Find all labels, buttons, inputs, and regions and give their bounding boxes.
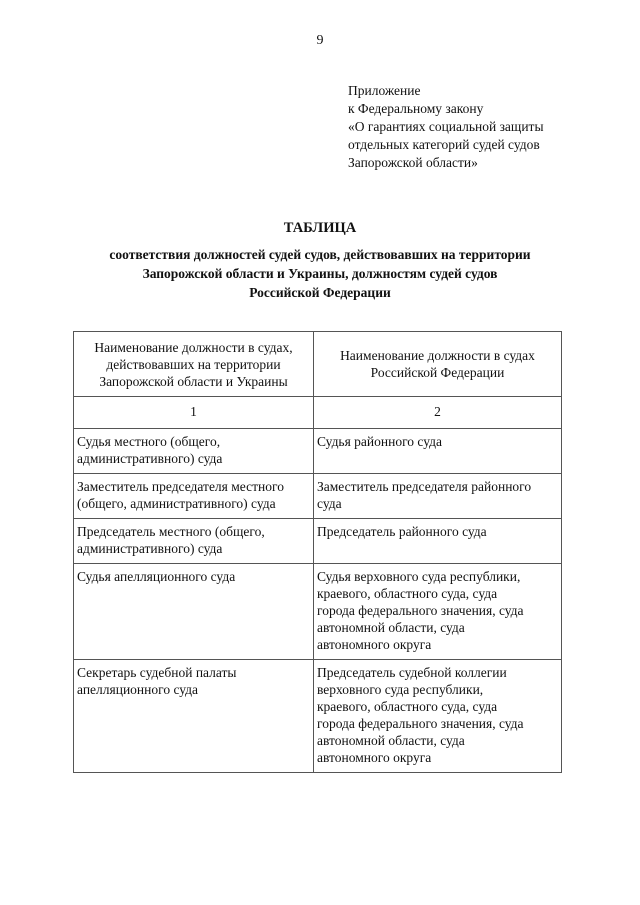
subtitle-line: соответствия должностей судей судов, действовавших на территории: [109, 247, 531, 262]
cell-line: верховного суда республики,: [317, 682, 484, 697]
cell-line: автономного округа: [317, 750, 432, 765]
cell-line: Председатель местного (общего,: [77, 524, 265, 539]
table-row: [74, 660, 562, 773]
table-row: [74, 429, 562, 474]
cell-line: автономной области, суда: [317, 733, 465, 748]
header-line: Запорожской области и Украины: [99, 373, 288, 389]
table-row: [74, 474, 562, 519]
table-cell-right: [314, 474, 562, 519]
header-line: Российской Федерации: [370, 365, 505, 380]
subtitle-line: Российской Федерации: [249, 285, 391, 300]
table-cell-left: [74, 519, 314, 564]
header-line: Наименование должности в судах,: [94, 339, 293, 355]
header-cell-left: [74, 332, 314, 397]
table-cell-left: [74, 660, 314, 773]
table-cell-left: [74, 474, 314, 519]
cell-line: Заместитель председателя районного: [317, 479, 532, 494]
table-header-row: [74, 332, 562, 397]
cell-line: Судья апелляционного суда: [77, 569, 236, 584]
cell-line: административного) суда: [77, 541, 223, 556]
cell-line: административного) суда: [77, 451, 223, 466]
cell-line: краевого, областного суда, суда: [317, 699, 498, 714]
cell-line: города федерального значения, суда: [317, 716, 524, 731]
table-cell-right: [314, 564, 562, 660]
cell-line: Председатель судебной коллегии: [317, 665, 507, 680]
cell-line: автономной области, суда: [317, 620, 465, 635]
correspondence-table: [73, 331, 562, 773]
table-cell-left: [74, 564, 314, 660]
cell-line: краевого, областного суда, суда: [317, 586, 498, 601]
subtitle-line: Запорожской области и Украины, должностям судей судов: [142, 266, 498, 281]
table-cell-right: [314, 660, 562, 773]
appendix-line: к Федеральному закону: [348, 101, 484, 116]
page-number: 9: [316, 33, 324, 48]
column-number-row: [74, 397, 562, 429]
appendix-note: [348, 82, 598, 172]
header-cell-right: [314, 332, 562, 397]
document-title: ТАБЛИЦА: [283, 220, 357, 236]
cell-line: Судья местного (общего,: [77, 434, 221, 449]
cell-line: апелляционного суда: [77, 682, 199, 697]
header-line: Наименование должности в судах: [340, 348, 535, 363]
table-cell-left: [74, 429, 314, 474]
cell-line: города федерального значения, суда: [317, 603, 524, 618]
cell-line: Председатель районного суда: [317, 524, 487, 539]
table-cell-right: [314, 429, 562, 474]
cell-line: автономного округа: [317, 637, 432, 652]
appendix-line: «О гарантиях социальной защиты: [348, 119, 544, 134]
table-row: [74, 519, 562, 564]
document-subtitle: [70, 245, 570, 302]
cell-line: суда: [317, 496, 342, 511]
column-number-cell: 1: [74, 397, 314, 429]
cell-line: Заместитель председателя местного: [77, 479, 284, 494]
appendix-line: Запорожской области»: [348, 155, 478, 170]
cell-line: Судья районного суда: [317, 434, 442, 449]
cell-line: Секретарь судебной палаты: [77, 665, 237, 680]
header-line: действовавших на территории: [106, 356, 281, 372]
appendix-line: Приложение: [348, 83, 421, 98]
cell-line: (общего, административного) суда: [77, 496, 276, 511]
cell-line: Судья верховного суда республики,: [317, 569, 521, 584]
table-row: [74, 564, 562, 660]
table-cell-right: [314, 519, 562, 564]
column-number-cell: 2: [314, 397, 562, 429]
appendix-line: отдельных категорий судей судов: [348, 137, 540, 152]
